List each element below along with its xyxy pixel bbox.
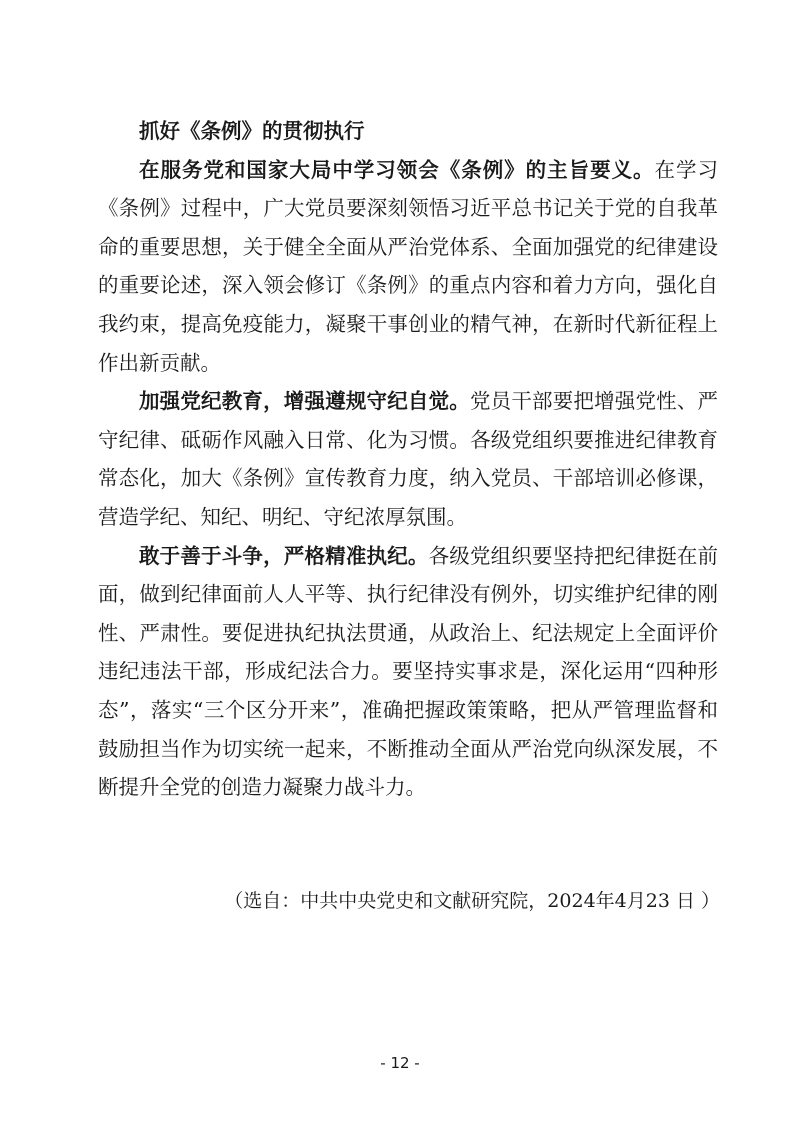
paragraph-strict-enforcement: [98, 537, 718, 807]
paragraph-body: 各级党组织要坚持把纪律挺在前面，做到纪律面前人人平等、执行纪律没有例外，切实维护纪律的刚性、严肃性。要促进执纪执法贯通，从政治上、纪法规定上全面评价违纪违法干部，形成纪法合力。要坚持实事求是，深化运用“四种形态”，落实“三个区分开来”，准确把握政策策略，把从严管理监督和鼓励担当作为切实统一起来，不断推动全面从严治党向纵深发展，不断提升全党的创造力凝聚力战斗力。: [98, 543, 719, 800]
paragraph-body: 党员干部要把增强党性、严守纪律、砥砺作风融入日常、化为习惯。各级党组织要推进纪律教育常态化，加大《条例》宣传教育力度，纳入党员、干部培训必修课，营造学纪、知纪、明纪、守纪浓厚氛围。: [98, 389, 719, 529]
document-body: [98, 112, 718, 807]
paragraph-body: 在学习《条例》过程中，广大党员要深刻领悟习近平总书记关于党的自我革命的重要思想，关于健全全面从严治党体系、全面加强党的纪律建设的重要论述，深入领会修订《条例》的重点内容和着力方向，强化自我约束，提高免疫能力，凝聚干事创业的精气神，在新时代新征程上作出新贡献。: [98, 157, 719, 375]
paragraph-study-essentials: [98, 151, 718, 383]
paragraph-lead: 加强党纪教育，增强遵规守纪自觉。: [139, 389, 470, 414]
page-number: - 12 -: [380, 1054, 420, 1072]
section-heading: 抓好《条例》的贯彻执行: [139, 119, 365, 143]
paragraph-lead: 敢于善于斗争，严格精准执纪。: [139, 543, 429, 568]
paragraph-discipline-education: [98, 382, 718, 536]
source-citation: （选自：中共中央党史和文献研究院，2024年4月23 日 ）: [224, 890, 720, 912]
paragraph-lead: 在服务党和国家大局中学习领会《条例》的主旨要义。: [139, 157, 655, 182]
